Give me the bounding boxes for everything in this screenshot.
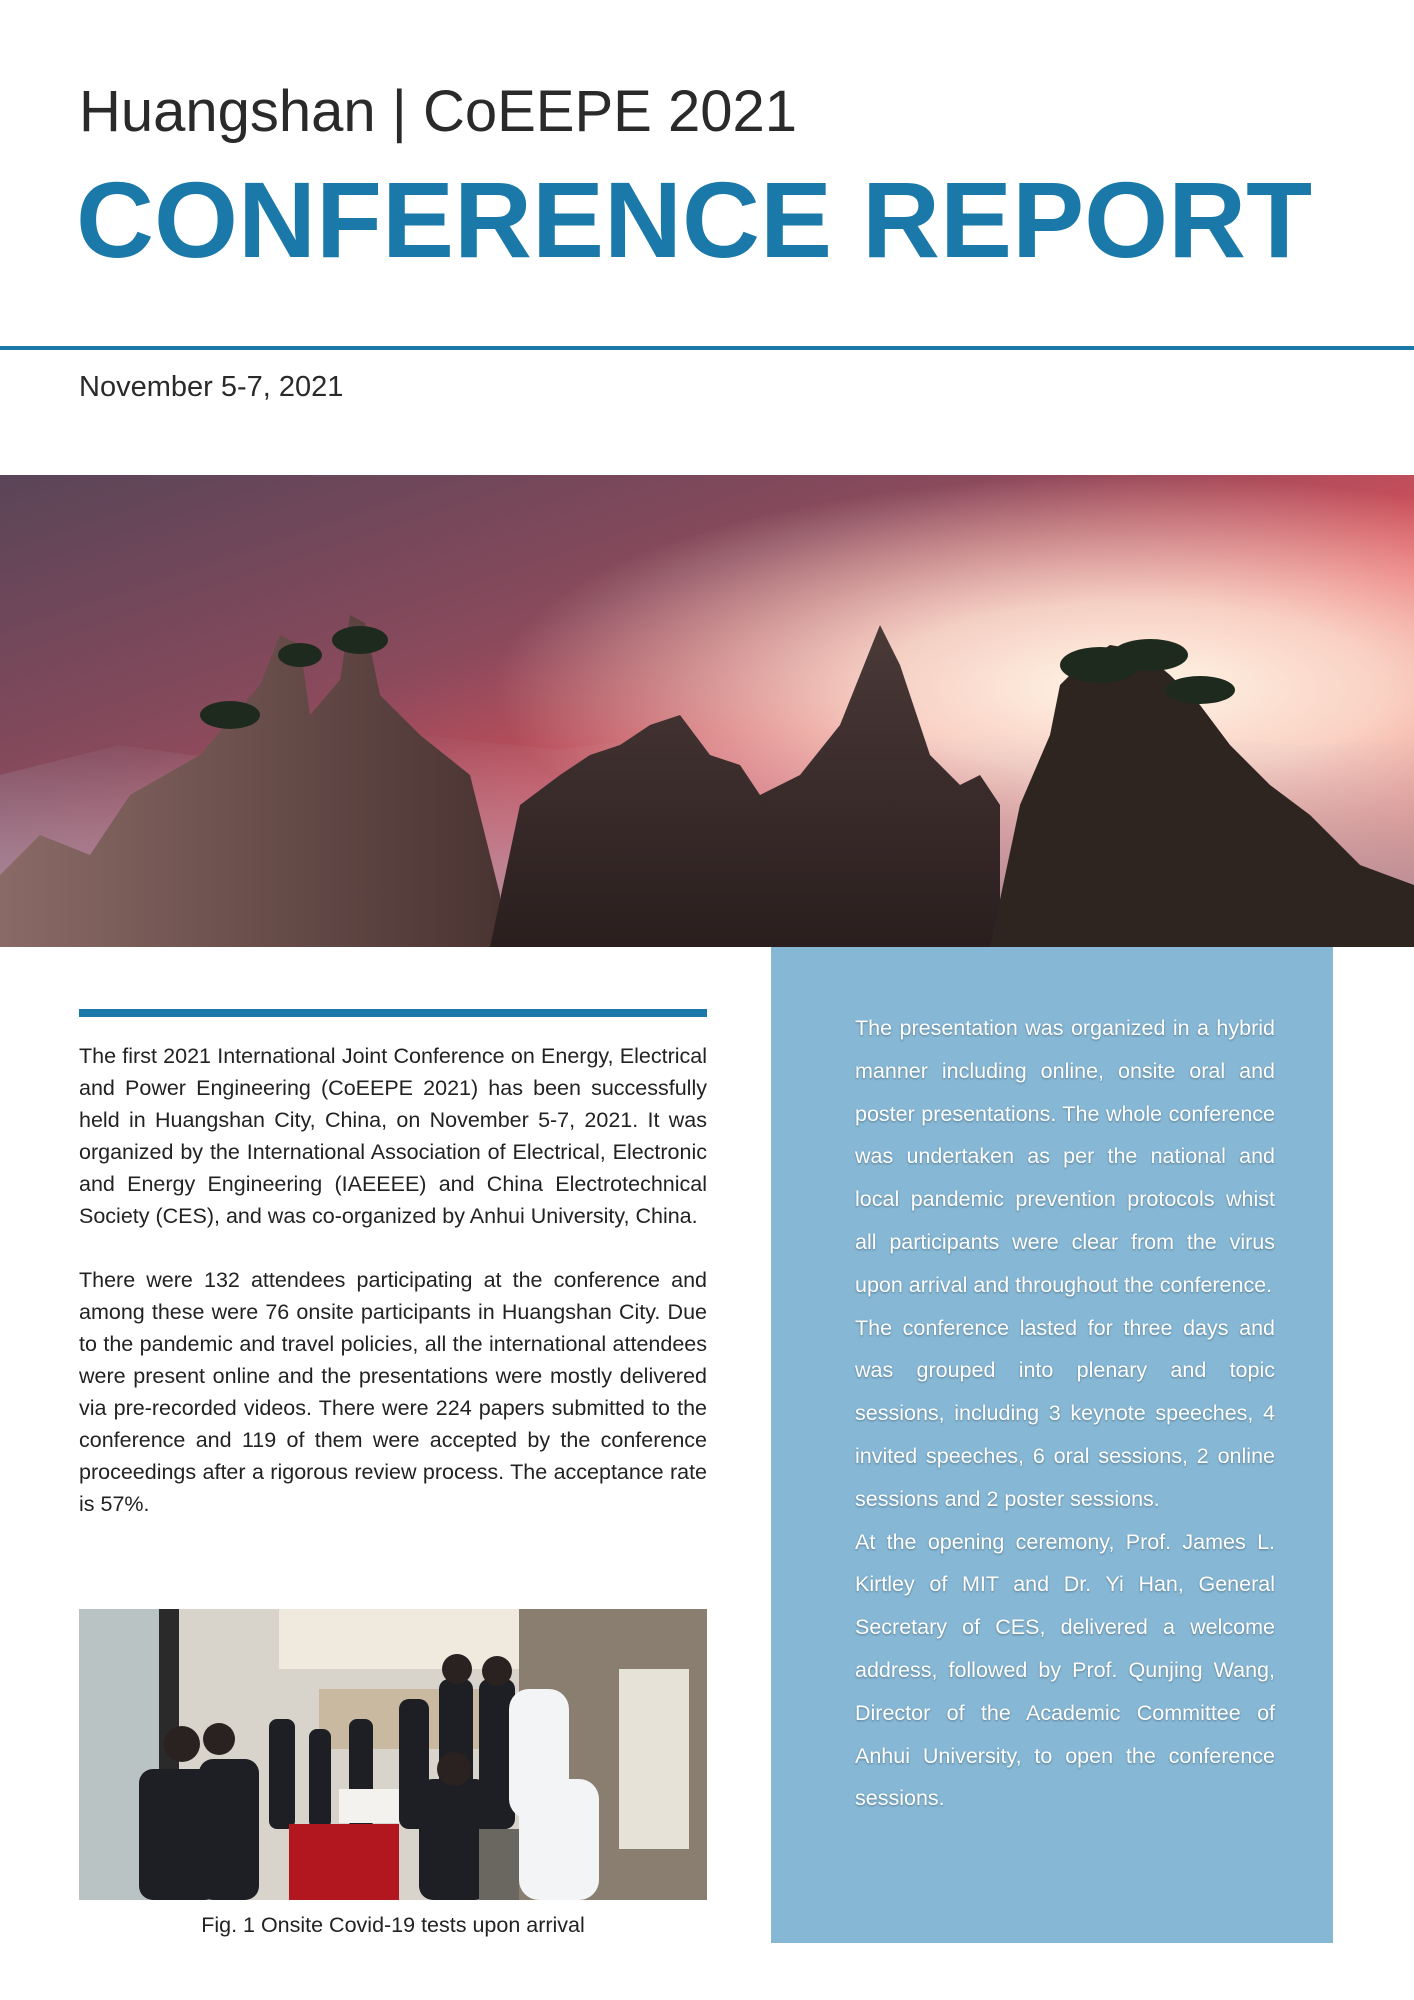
format-paragraph: The presentation was organized in a hybrid manner including online, onsite oral and poster presentations. The whole conference was undertaken as per the national and local pandemic prevention protocols whist all participants were clear from the virus upon arrival and throughout the conference. — [855, 1016, 1275, 1297]
figure-caption: Fig. 1 Onsite Covid-19 tests upon arrival — [201, 1913, 585, 1937]
section-accent-bar — [79, 1009, 707, 1017]
sidebar-text — [855, 1007, 1275, 1820]
intro-paragraph: The first 2021 International Joint Conference on Energy, Electrical and Power Engineering (CoEEPE 2021) has been successfully held in Huangshan City, China, on November 5-7, 2021. It was organized by the International Association of Electrical, Electronic and Energy Engineering (IAEEEE) and China Electrotechnical Society (CES), and was co-organized by Anhui University, China. — [79, 1044, 707, 1228]
attendance-paragraph: There were 132 attendees participating at the conference and among these were 76 onsite participants in Huangshan City. Due to the pandemic and travel policies, all the international attendees were present online and the presentations were mostly delivered via pre-recorded videos. There were 224 papers submitted to the conference and 119 of them were accepted by the conference proceedings after a rigorous review process. The acceptance rate is 57%. — [79, 1268, 707, 1516]
sidebar-panel — [771, 947, 1333, 1943]
header-divider — [0, 346, 1414, 350]
opening-ceremony-paragraph: At the opening ceremony, Prof. James L. Kirtley of MIT and Dr. Yi Han, General Secretary of CES, delivered a welcome address, followed by Prof. Qunjing Wang, Director of the Academic Committee of Anhui University, to open the conference sessions. — [855, 1529, 1275, 1811]
covid-test-photo-illustration — [79, 1609, 707, 1900]
hero-image — [0, 475, 1414, 947]
conference-date: November 5-7, 2021 — [79, 371, 344, 403]
main-article — [79, 1040, 707, 1552]
report-subtitle: Huangshan | CoEEPE 2021 — [79, 79, 798, 144]
hero-mountain-illustration — [0, 475, 1414, 947]
covid-test-photo — [79, 1609, 707, 1900]
report-title: CONFERENCE REPORT — [76, 159, 1313, 280]
sessions-paragraph: The conference lasted for three days and was grouped into plenary and topic sessions, including 3 keynote speeches, 4 invited speeches, 6 oral sessions, 2 online sessions and 2 poster sessions. — [855, 1315, 1275, 1511]
